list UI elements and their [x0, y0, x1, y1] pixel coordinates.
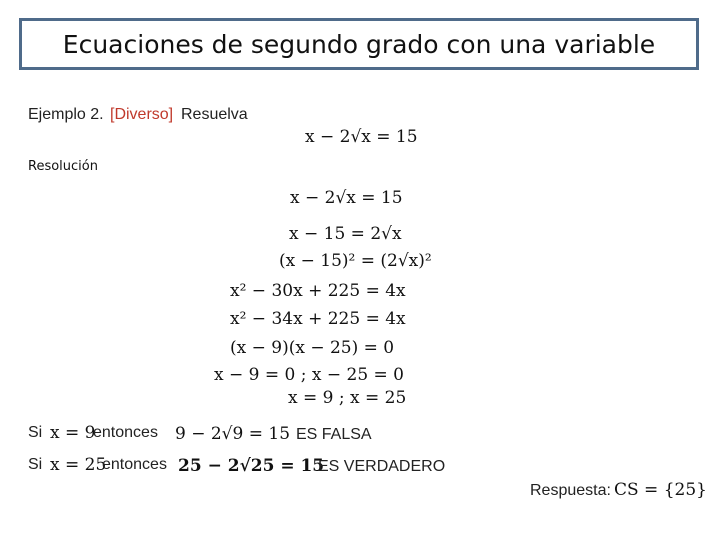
resolution-label: Resolución — [28, 159, 98, 174]
page-title: Ecuaciones de segundo grado con una variable — [19, 18, 699, 70]
step-4: x² − 30x + 225 = 4x — [230, 281, 406, 301]
check-1-var: x = 9 — [50, 423, 96, 443]
check-2-var: x = 25 — [50, 455, 107, 475]
example-verb: Resuelva — [181, 106, 248, 123]
check-2-expr: 25 − 2√25 = 15 — [178, 456, 325, 476]
example-equation: x − 2√x = 15 — [305, 127, 418, 147]
step-5: x² − 34x + 225 = 4x — [230, 309, 406, 329]
answer-value: CS = {25} — [614, 480, 707, 500]
check-1-expr: 9 − 2√9 = 15 — [175, 424, 291, 444]
step-3: (x − 15)² = (2√x)² — [279, 251, 432, 271]
step-1: x − 2√x = 15 — [290, 188, 403, 208]
check-1-prefix: Si — [28, 424, 43, 441]
check-1-verdict: ES FALSA — [296, 426, 372, 443]
check-2-word: entonces — [102, 456, 167, 473]
step-7: x − 9 = 0 ; x − 25 = 0 — [214, 365, 404, 385]
example-label: Ejemplo 2. — [28, 106, 104, 123]
example-tag: [Diverso] — [110, 106, 174, 123]
step-2: x − 15 = 2√x — [289, 224, 402, 244]
check-2-verdict: ES VERDADERO — [318, 458, 446, 475]
step-6: (x − 9)(x − 25) = 0 — [230, 338, 395, 358]
check-2-prefix: Si — [28, 456, 43, 473]
step-8: x = 9 ; x = 25 — [288, 388, 407, 408]
check-1-word: entonces — [93, 424, 158, 441]
answer-label: Respuesta: — [530, 482, 611, 499]
